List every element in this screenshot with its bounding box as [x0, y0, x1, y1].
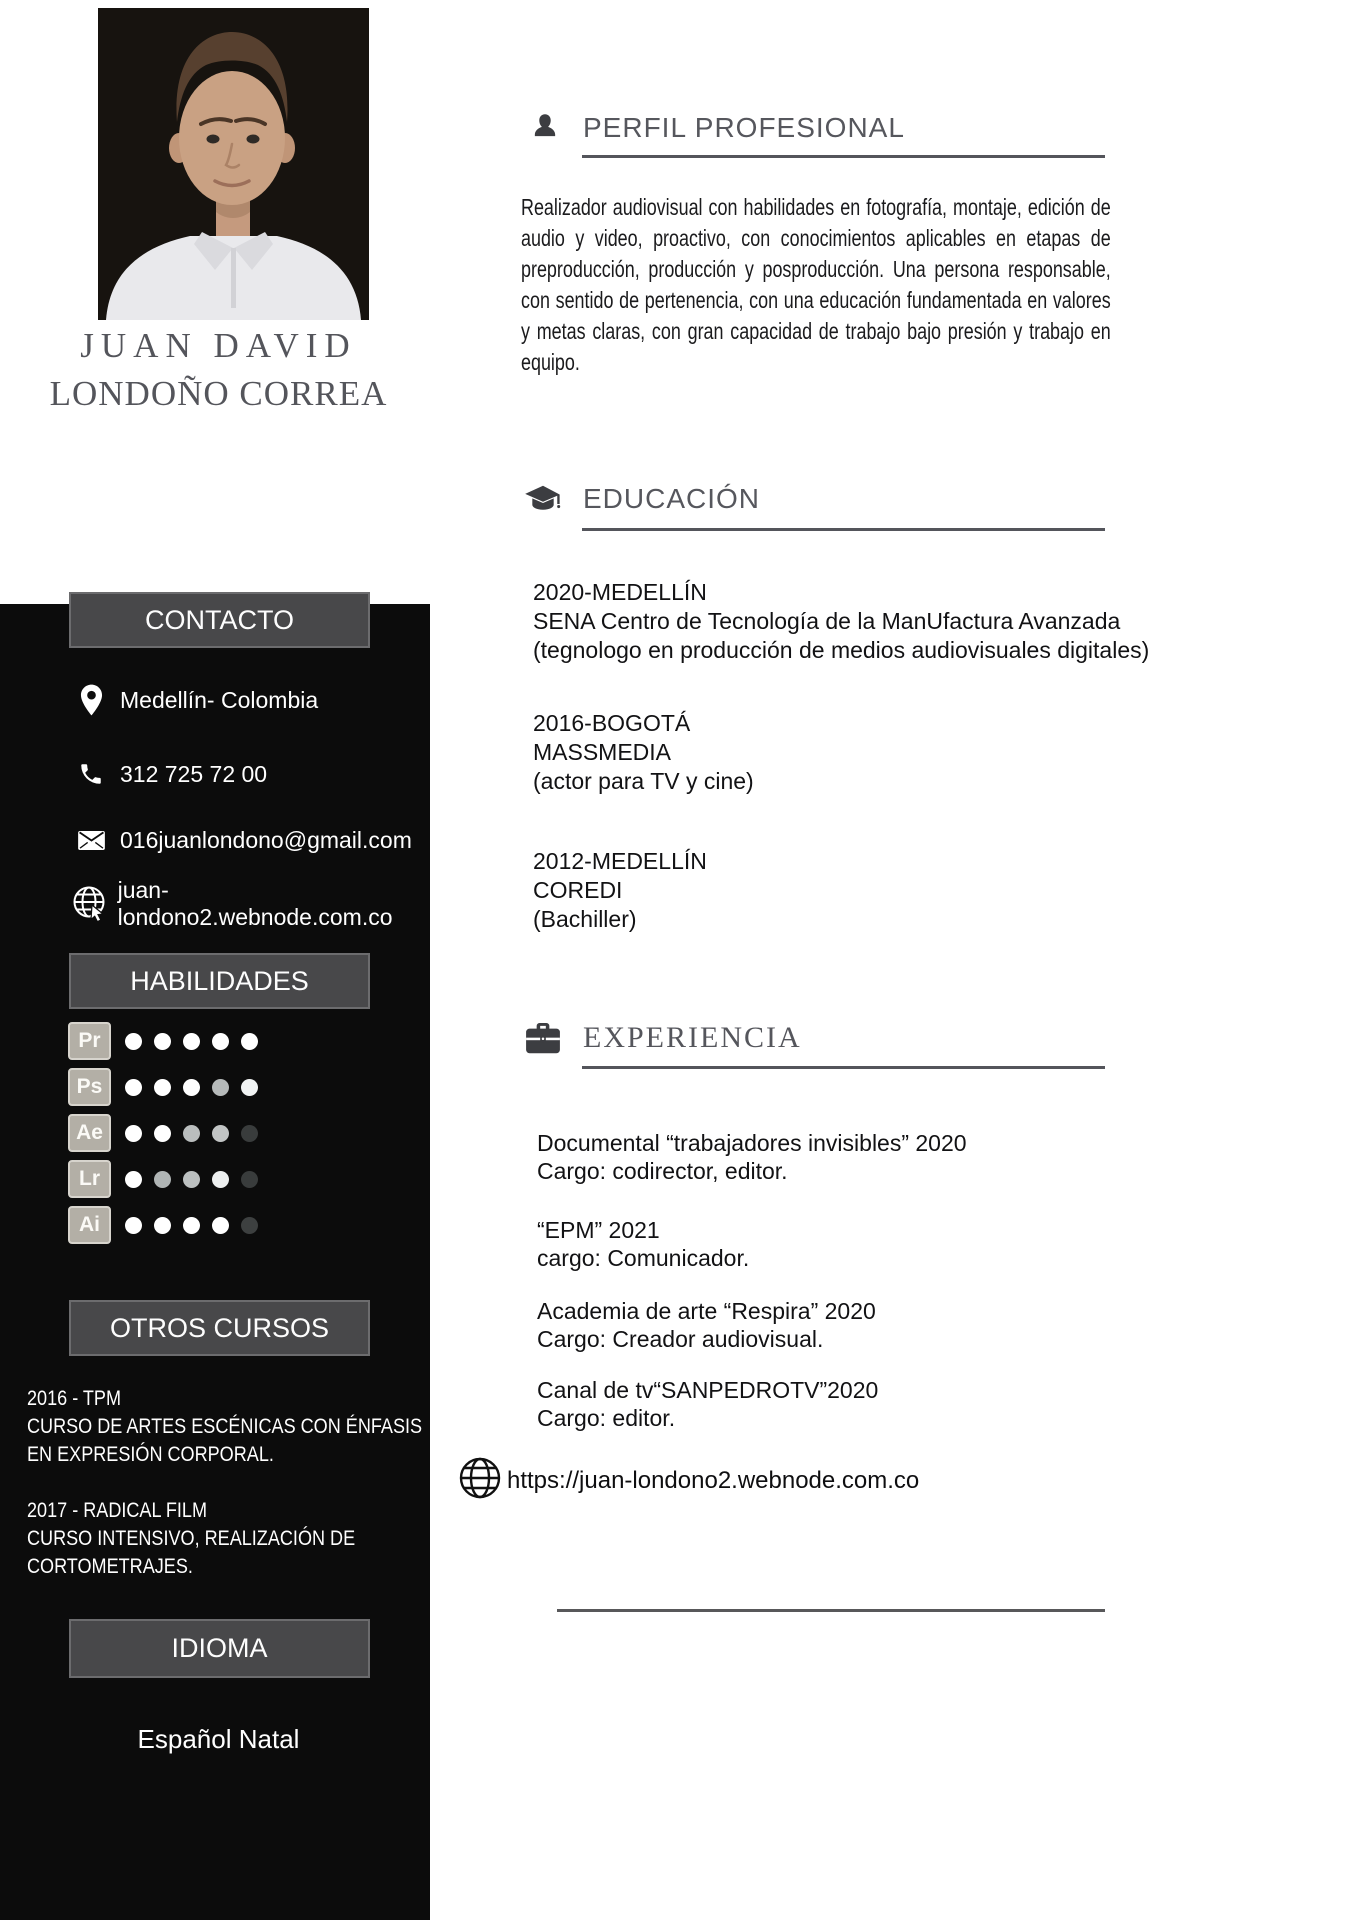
experience-line: Cargo: editor. — [537, 1405, 676, 1431]
skill-dot — [183, 1033, 200, 1050]
skill-row-illustrator — [68, 1206, 258, 1244]
contact-website-text[interactable]: juan-londono2.webnode.com.co — [117, 877, 393, 930]
skill-dot — [154, 1217, 171, 1234]
profile-photo — [98, 8, 369, 320]
skill-row-photoshop — [68, 1068, 258, 1106]
skill-dot — [212, 1217, 229, 1234]
skill-dot — [154, 1171, 171, 1188]
website-url[interactable]: https://juan-londono2.webnode.com.co — [507, 1467, 920, 1494]
contact-row-phone — [62, 752, 430, 796]
course-entry-radical-film — [27, 1497, 355, 1581]
skills-section-header — [69, 953, 370, 1009]
name-block — [0, 322, 437, 418]
sidebar-background — [0, 604, 430, 1920]
bottom-rule — [557, 1609, 1105, 1612]
skill-dot — [241, 1033, 258, 1050]
skill-dot — [241, 1217, 258, 1234]
experience-line: Cargo: codirector, editor. — [537, 1158, 788, 1184]
skill-dot — [212, 1171, 229, 1188]
phone-icon — [62, 761, 120, 787]
contact-email-text[interactable]: 016juanlondono@gmail.com — [120, 826, 412, 853]
contact-title: CONTACTO — [144, 604, 294, 635]
globe-icon — [458, 1455, 502, 1506]
education-line: 2016-BOGOTÁ — [533, 710, 691, 736]
skills-title: HABILIDADES — [130, 965, 309, 996]
person-icon — [531, 112, 559, 148]
course-entry-tpm — [27, 1385, 422, 1469]
portrait-illustration — [98, 8, 369, 320]
experience-entry-documental — [537, 1129, 967, 1185]
experience-section-title: EXPERIENCIA — [583, 1021, 802, 1054]
education-line: 2012-MEDELLÍN — [533, 848, 707, 874]
graduation-cap-icon — [524, 484, 562, 516]
contact-section-header — [69, 592, 370, 648]
skill-dots — [125, 1079, 258, 1096]
language-title: IDIOMA — [171, 1633, 268, 1663]
skill-dot — [241, 1079, 258, 1096]
skill-row-lightroom — [68, 1160, 258, 1198]
skill-dots — [125, 1171, 258, 1188]
education-entry-2012 — [533, 847, 707, 934]
contact-location-text: Medellín- Colombia — [120, 686, 319, 713]
education-entry-2016 — [533, 709, 754, 796]
first-name: JUAN DAVID — [80, 326, 357, 365]
last-name: LONDOÑO CORREA — [49, 374, 388, 413]
skill-dots — [125, 1217, 258, 1234]
education-line: 2020-MEDELLÍN — [533, 579, 707, 605]
skill-dot — [183, 1217, 200, 1234]
badge-label: Pr — [78, 1029, 101, 1052]
envelope-icon — [62, 830, 120, 851]
experience-line: Canal de tv“SANPEDROTV”2020 — [537, 1377, 879, 1403]
skill-dot — [241, 1125, 258, 1142]
education-section-title: EDUCACIÓN — [583, 483, 761, 514]
contact-phone-text: 312 725 72 00 — [120, 760, 268, 787]
experience-line: Documental “trabajadores invisibles” 2020 — [537, 1130, 967, 1156]
courses-title: OTROS CURSOS — [109, 1312, 330, 1343]
skill-dot — [183, 1079, 200, 1096]
skill-dot — [125, 1033, 142, 1050]
skill-dot — [212, 1079, 229, 1096]
language-section-header — [69, 1619, 370, 1678]
skill-row-premiere — [68, 1022, 258, 1060]
badge-label: Lr — [79, 1167, 100, 1190]
course-line: 2016 - TPM — [27, 1387, 122, 1410]
skill-dot — [125, 1171, 142, 1188]
globe-cursor-icon — [62, 884, 118, 924]
language-value: Español Natal — [137, 1724, 300, 1754]
skill-dot — [241, 1171, 258, 1188]
experience-entry-epm — [537, 1216, 749, 1272]
contact-row-location — [62, 678, 430, 722]
badge-label: Ps — [76, 1075, 103, 1098]
after-effects-icon — [68, 1114, 111, 1152]
skill-dot — [154, 1033, 171, 1050]
premiere-pro-icon — [68, 1022, 111, 1060]
skill-dot — [183, 1171, 200, 1188]
skill-dot — [125, 1125, 142, 1142]
experience-line: “EPM” 2021 — [537, 1217, 660, 1243]
experience-title-rule — [582, 1066, 1105, 1069]
badge-label: Ai — [79, 1213, 100, 1236]
skill-dot — [212, 1033, 229, 1050]
badge-label: Ae — [76, 1121, 103, 1144]
skill-dots — [125, 1125, 258, 1142]
briefcase-icon — [526, 1023, 560, 1054]
lightroom-icon — [68, 1160, 111, 1198]
skill-dot — [154, 1125, 171, 1142]
education-line: (actor para TV y cine) — [533, 768, 754, 794]
education-line: SENA Centro de Tecnología de la ManUfactura Avanzada — [533, 608, 1121, 634]
education-entry-2020 — [533, 578, 1149, 665]
location-pin-icon — [62, 684, 120, 716]
photoshop-icon — [68, 1068, 111, 1106]
education-line: (tegnologo en producción de medios audiovisuales digitales) — [533, 637, 1150, 663]
profile-section-title: PERFIL PROFESIONAL — [583, 112, 905, 143]
education-line: COREDI — [533, 877, 623, 903]
education-title-rule — [582, 528, 1105, 531]
profile-text: Realizador audiovisual con habilidades en fotografía, montaje, edición de audio y video, proactivo, con conocimientos aplicables en etapas de preproducción, producción y posproducción. Una persona responsable, con sentido de pertenencia, con una educación fundamentada en valores y metas claras, con gran capacidad de trabajo bajo presión y trabajo en equipo. — [521, 194, 1111, 375]
skill-dot — [125, 1217, 142, 1234]
skill-dot — [212, 1125, 229, 1142]
course-line: CURSO INTENSIVO, REALIZACIÓN DE — [27, 1527, 356, 1550]
illustrator-icon — [68, 1206, 111, 1244]
contact-row-email — [62, 818, 430, 862]
contact-row-website — [62, 877, 430, 930]
course-line: CURSO DE ARTES ESCÉNICAS CON ÉNFASIS — [27, 1415, 423, 1438]
skill-dot — [183, 1125, 200, 1142]
experience-line: Academia de arte “Respira” 2020 — [537, 1298, 876, 1324]
courses-section-header — [69, 1300, 370, 1356]
experience-entry-sanpedrotv — [537, 1376, 878, 1432]
skill-dot — [154, 1079, 171, 1096]
experience-entry-respira — [537, 1297, 876, 1353]
education-line: (Bachiller) — [533, 906, 637, 932]
course-line: CORTOMETRAJES. — [27, 1555, 193, 1578]
experience-line: cargo: Comunicador. — [537, 1245, 750, 1271]
skill-dots — [125, 1033, 258, 1050]
experience-line: Cargo: Creador audiovisual. — [537, 1326, 824, 1352]
course-line: EN EXPRESIÓN CORPORAL. — [27, 1443, 274, 1466]
education-line: MASSMEDIA — [533, 739, 672, 765]
skill-row-after-effects — [68, 1114, 258, 1152]
skill-dot — [125, 1079, 142, 1096]
course-line: 2017 - RADICAL FILM — [27, 1499, 207, 1522]
profile-title-rule — [582, 155, 1105, 158]
